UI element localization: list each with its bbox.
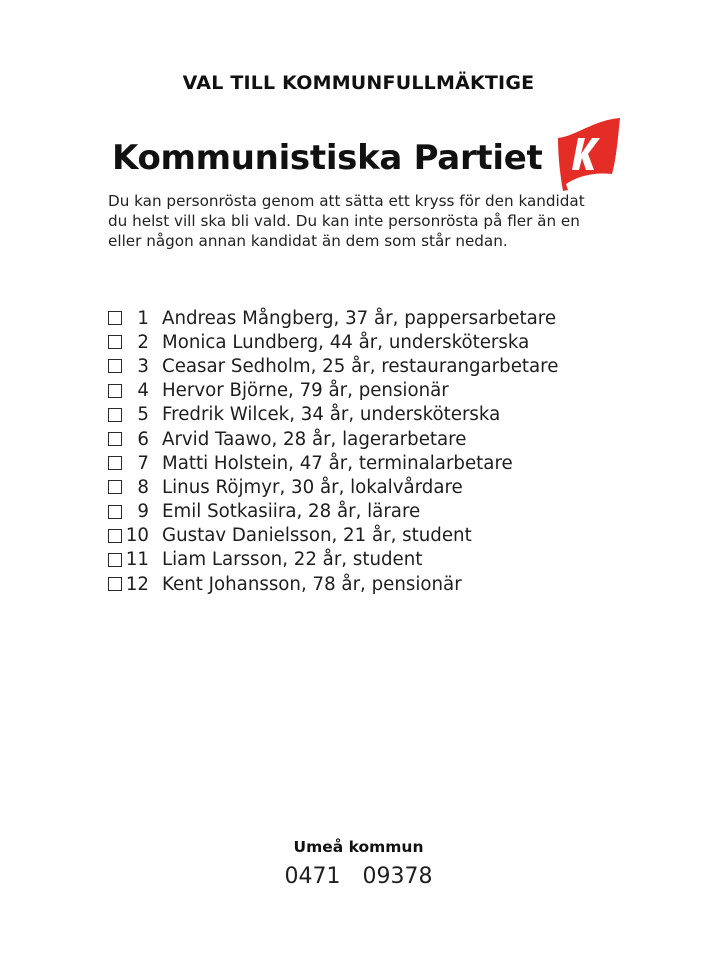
flag-shape: [558, 118, 620, 191]
candidate-name: Matti Holstein, 47 år, terminalarbetare: [162, 452, 513, 474]
candidate-name: Arvid Taawo, 28 år, lagerarbetare: [162, 428, 467, 450]
candidate-name: Emil Sotkasiira, 28 år, lärare: [162, 501, 421, 523]
candidate-name: Monica Lundberg, 44 år, undersköterska: [162, 331, 530, 353]
candidate-row: [108, 500, 558, 524]
candidate-row: [108, 475, 558, 499]
candidate-checkbox[interactable]: [108, 480, 122, 494]
ballot-code: [0, 864, 717, 889]
candidate-number: 12: [125, 573, 149, 595]
candidate-name: Linus Röjmyr, 30 år, lokalvårdare: [162, 476, 463, 498]
candidate-number: 4: [137, 380, 149, 402]
party-header: [112, 128, 622, 188]
candidate-row: [108, 451, 558, 475]
candidate-checkbox[interactable]: [108, 384, 122, 398]
candidate-row: [108, 354, 558, 378]
intro-paragraph: Du kan personrösta genom att sätta ett kryss för den kandidat du helst vill ska bli vald. Du kan inte personrösta på fler än en eller någon annan kandidat än dem som står nedan.: [108, 192, 585, 250]
candidate-row: [108, 330, 558, 354]
party-flag-logo-icon: [554, 116, 622, 192]
candidate-name: Ceasar Sedholm, 25 år, restaurangarbetare: [162, 355, 559, 377]
candidate-number: 7: [137, 452, 149, 474]
candidate-checkbox[interactable]: [108, 577, 122, 591]
candidate-name: Fredrik Wilcek, 34 år, undersköterska: [162, 404, 501, 426]
ballot-heading: VAL TILL KOMMUNFULLMÄKTIGE: [182, 72, 535, 94]
candidate-number: 11: [125, 549, 149, 571]
candidate-name: Hervor Björne, 79 år, pensionär: [162, 380, 449, 402]
candidate-number: 10: [125, 525, 149, 547]
intro-text: [108, 191, 608, 251]
candidate-number: 8: [137, 476, 149, 498]
candidate-checkbox[interactable]: [108, 359, 122, 373]
candidate-checkbox[interactable]: [108, 335, 122, 349]
candidate-list: [108, 306, 558, 596]
candidate-name: Liam Larsson, 22 år, student: [162, 549, 423, 571]
candidate-row: [108, 306, 558, 330]
candidate-row: [108, 427, 558, 451]
candidate-checkbox[interactable]: [108, 311, 122, 325]
candidate-row: [108, 548, 558, 572]
code-part-1: 0471: [284, 864, 341, 889]
candidate-checkbox[interactable]: [108, 432, 122, 446]
municipality-name: Umeå kommun: [293, 838, 424, 856]
candidate-row: [108, 572, 558, 596]
candidate-checkbox[interactable]: [108, 553, 122, 567]
candidate-number: 3: [137, 355, 149, 377]
candidate-number: 9: [137, 501, 149, 523]
candidate-checkbox[interactable]: [108, 529, 122, 543]
candidate-number: 2: [137, 331, 149, 353]
candidate-name: Kent Johansson, 78 år, pensionär: [162, 573, 462, 595]
candidate-checkbox[interactable]: [108, 456, 122, 470]
candidate-number: 5: [137, 404, 149, 426]
candidate-row: [108, 524, 558, 548]
candidate-name: Andreas Mångberg, 37 år, pappersarbetare: [162, 307, 557, 329]
party-name: Kommunistiska Partiet: [112, 138, 543, 178]
code-part-2: 09378: [362, 864, 433, 889]
candidate-number: 6: [137, 428, 149, 450]
candidate-checkbox[interactable]: [108, 408, 122, 422]
candidate-row: [108, 379, 558, 403]
candidate-checkbox[interactable]: [108, 505, 122, 519]
candidate-row: [108, 403, 558, 427]
candidate-number: 1: [137, 307, 149, 329]
candidate-name: Gustav Danielsson, 21 år, student: [162, 525, 472, 547]
